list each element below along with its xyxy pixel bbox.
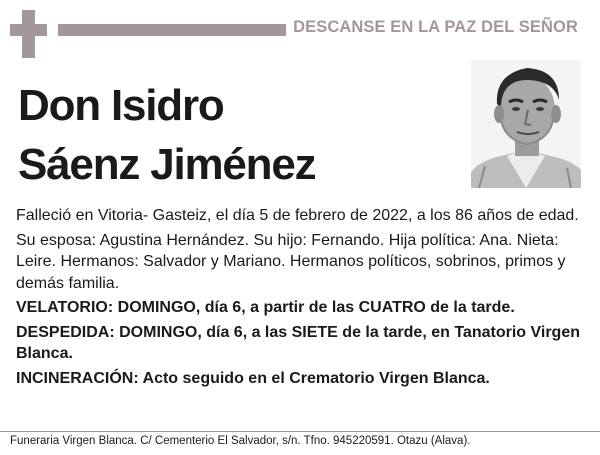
deceased-first-name: Don Isidro — [18, 81, 224, 130]
farewell-info: DESPEDIDA: DOMINGO, día 6, a las SIETE de la tarde, en Tanatorio Virgen Blanca. — [16, 323, 580, 362]
notice-body — [16, 205, 588, 392]
footer — [0, 431, 600, 455]
portrait-photo — [471, 60, 581, 188]
header-divider-bar — [58, 24, 286, 36]
cremation-info: INCINERACIÓN: Acto seguido en el Crematorio Virgen Blanca. — [16, 369, 490, 387]
header-title: DESCANSE EN LA PAZ DEL SEÑOR — [293, 18, 578, 36]
deceased-surnames: Sáenz Jiménez — [18, 140, 316, 189]
funeral-home-info: Funeraria Virgen Blanca. C/ Cementerio El Salvador, s/n. Tfno. 945220591. Otazu (Alava). — [10, 435, 471, 447]
cross-icon-arm — [10, 24, 47, 36]
wake-info: VELATORIO: DOMINGO, día 6, a partir de las CUATRO de la tarde. — [16, 299, 515, 316]
death-announcement: Falleció en Vitoria- Gasteiz, el día 5 de febrero de 2022, a los 86 años de edad. — [16, 207, 579, 224]
family-list: Su esposa: Agustina Hernández. Su hijo: Fernando. Hija política: Ana. Nieta: Leire. Hermanos: Salvador y Mariano. Hermanos políticos, sobrinos, primos y demás familia. — [16, 231, 566, 292]
